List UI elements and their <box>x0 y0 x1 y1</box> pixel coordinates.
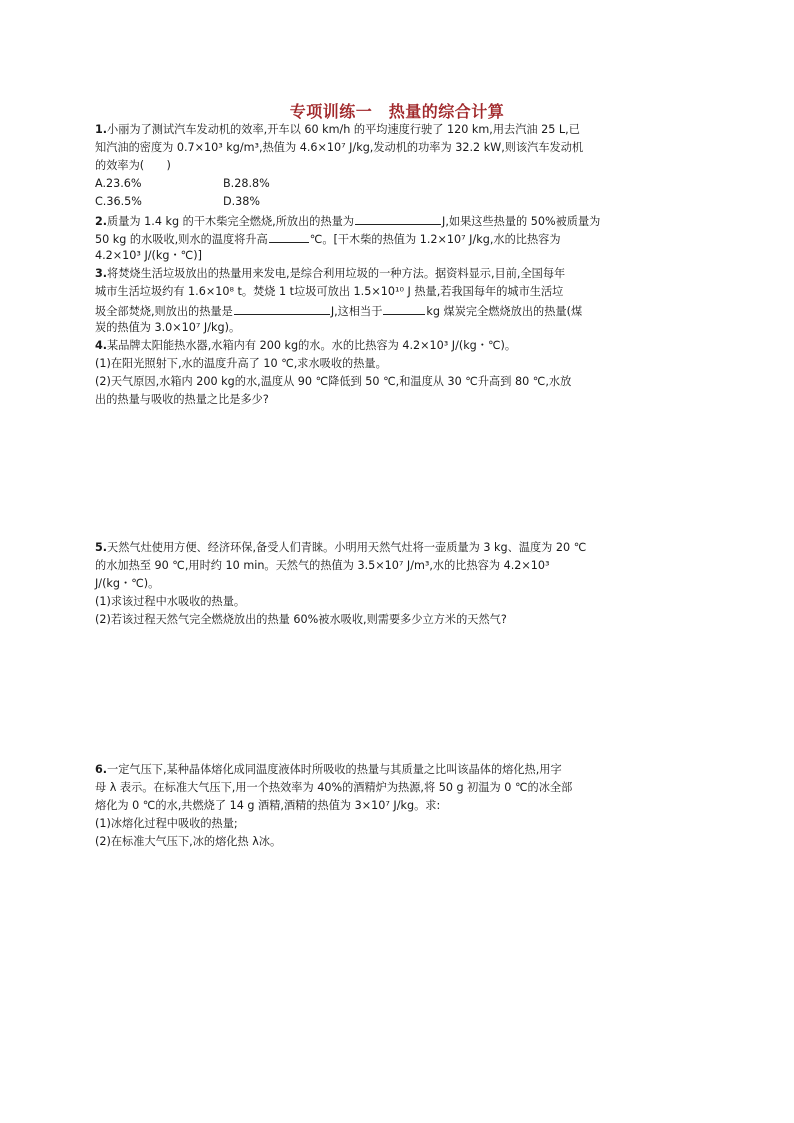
q6-sub-1: (1)冰熔化过程中吸收的热量; <box>95 817 238 830</box>
q3-line-1 <box>95 267 565 281</box>
q4-sub-1: (1)在阳光照射下,水的温度升高了 10 ℃,求水吸收的热量。 <box>95 357 387 370</box>
page-title: 专项训练一 热量的综合计算 <box>289 102 505 121</box>
q6-line-3: 熔化为 0 ℃的水,共燃烧了 14 g 酒精,酒精的热值为 3×10⁷ J/kg。求: <box>95 799 441 812</box>
q6-sub-2: (2)在标准大气压下,冰的熔化热 λ冰。 <box>95 835 282 848</box>
q4-sub-2-line-2: 出的热量与吸收的热量之比是多少? <box>95 393 269 406</box>
q3-answer-blank-1[interactable] <box>234 303 330 315</box>
q5-number: 5. <box>95 541 108 554</box>
q4-text-1: 某品牌太阳能热水器,水箱内有 200 kg的水。水的比热容为 4.2×10³ J/(kg・℃)。 <box>107 339 517 352</box>
q5-sub-1: (1)求该过程中水吸收的热量。 <box>95 595 246 608</box>
q2-number: 2. <box>95 215 108 228</box>
q1-text-1: 小丽为了测试汽车发动机的效率,开车以 60 km/h 的平均速度行驶了 120 km,用去汽油 25 L,已 <box>107 123 580 136</box>
q4-number: 4. <box>95 339 108 352</box>
q1-option-b: B.28.8% <box>223 177 270 190</box>
q1-options-row-1 <box>95 177 270 191</box>
q3-text-3a: 圾全部焚烧,则放出的热量是 <box>95 305 233 318</box>
q1-option-c: C.36.5% <box>95 195 142 208</box>
q2-text-1b: J,如果这些热量的 50%被质量为 <box>442 215 601 228</box>
q5-line-3: J/(kg・℃)。 <box>95 577 160 590</box>
q3-line-2: 城市生活垃圾约有 1.6×10⁸ t。焚烧 1 t垃圾可放出 1.5×10¹⁰ J 热量,若我国每年的城市生活垃 <box>95 285 564 298</box>
q1-line-3: 的效率为( ) <box>95 159 171 172</box>
q5-text-1: 天然气灶使用方便、经济环保,备受人们青睐。小明用天然气灶将一壶质量为 3 kg、温度为 20 ℃ <box>107 541 587 554</box>
q2-line-2 <box>95 231 561 247</box>
q1-option-d: D.38% <box>223 195 261 208</box>
q1-line-1 <box>95 123 580 137</box>
q5-line-1 <box>95 541 586 555</box>
q2-text-2a: 50 kg 的水吸收,则水的温度将升高 <box>95 233 268 246</box>
q3-text-3c: kg 煤炭完全燃烧放出的热量(煤 <box>426 305 583 318</box>
q3-answer-blank-2[interactable] <box>383 303 425 315</box>
q2-text-1a: 质量为 1.4 kg 的干木柴完全燃烧,所放出的热量为 <box>107 215 355 228</box>
q2-text-2b: ℃。[干木柴的热值为 1.2×10⁷ J/kg,水的比热容为 <box>309 233 561 246</box>
q3-text-1: 将焚烧生活垃圾放出的热量用来发电,是综合利用垃圾的一种方法。据资料显示,目前,全国每年 <box>107 267 566 280</box>
q5-sub-2: (2)若该过程天然气完全燃烧放出的热量 60%被水吸收,则需要多少立方米的天然气? <box>95 613 507 626</box>
q1-number: 1. <box>95 123 108 136</box>
q2-answer-blank-1[interactable] <box>355 213 441 225</box>
q3-line-3 <box>95 303 582 319</box>
q2-line-1 <box>95 213 600 229</box>
q4-line-1 <box>95 339 516 353</box>
q6-text-1: 一定气压下,某种晶体熔化成同温度液体时所吸收的热量与其质量之比叫该晶体的熔化热,用字 <box>107 763 562 776</box>
q1-option-a: A.23.6% <box>95 177 142 190</box>
q2-line-3: 4.2×10³ J/(kg・℃)] <box>95 249 202 262</box>
q1-line-2: 知汽油的密度为 0.7×10³ kg/m³,热值为 4.6×10⁷ J/kg,发动机的功率为 32.2 kW,则该汽车发动机 <box>95 141 584 154</box>
q5-line-2: 的水加热至 90 ℃,用时约 10 min。天然气的热值为 3.5×10⁷ J/m³,水的比热容为 4.2×10³ <box>95 559 550 572</box>
q2-answer-blank-2[interactable] <box>269 231 309 243</box>
q6-line-1 <box>95 763 562 777</box>
q6-number: 6. <box>95 763 108 776</box>
q4-sub-2-line-1: (2)天气原因,水箱内 200 kg的水,温度从 90 ℃降低到 50 ℃,和温度从 30 ℃升高到 80 ℃,水放 <box>95 375 572 388</box>
q6-line-2: 母 λ 表示。在标准大气压下,用一个热效率为 40%的酒精炉为热源,将 50 g 初温为 0 ℃的冰全部 <box>95 781 573 794</box>
q3-number: 3. <box>95 267 108 280</box>
q3-line-4: 炭的热值为 3.0×10⁷ J/kg)。 <box>95 321 241 334</box>
q1-options-row-2 <box>95 195 260 209</box>
q3-text-3b: J,这相当于 <box>330 305 383 318</box>
